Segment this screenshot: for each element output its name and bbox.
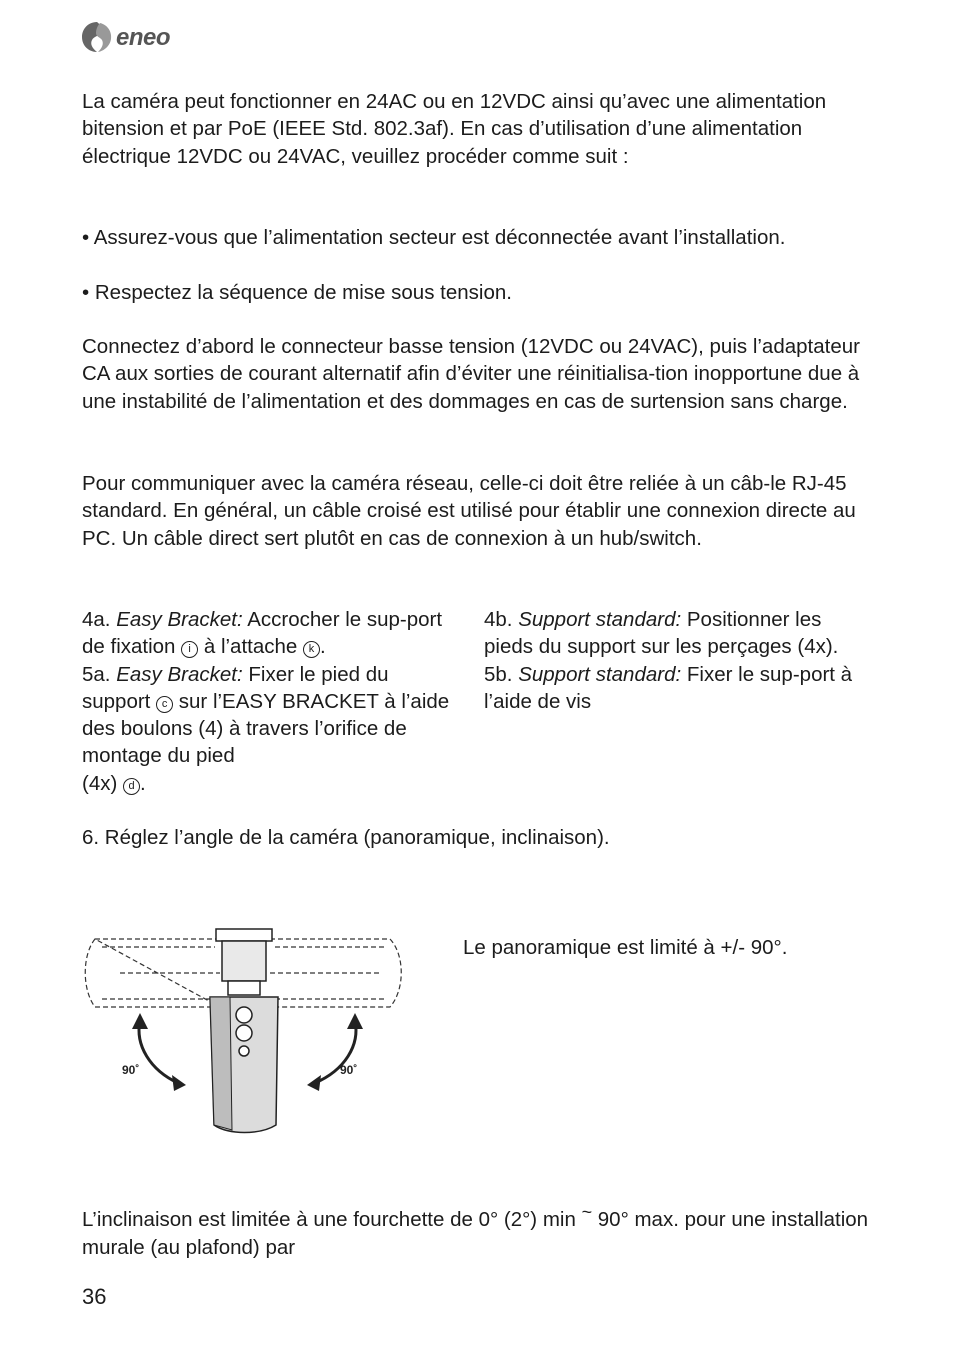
page-number: 36 bbox=[82, 1284, 107, 1309]
callout-k-icon: k bbox=[303, 641, 320, 658]
bullet-1: • Assurez-vous que l’alimentation secteur est déconnectée avant l’installation. bbox=[82, 226, 786, 249]
step-4b: 4b. Support standard: Positionner les pieds du support sur les perçages (4x). bbox=[484, 608, 839, 659]
pan-label-right: 90˚ bbox=[340, 1063, 358, 1077]
paragraph-network: Pour communiquer avec la caméra réseau, celle-ci doit être reliée à un câb-le RJ-45 standard. En général, un câble croisé est utilisé pour établir une connexion directe au PC. Un câble direct sert plutôt en cas de connexion à un hub/switch. bbox=[82, 472, 856, 550]
step-4a: 4a. Easy Bracket: Accrocher le sup-port de fixation i à l’attache k . bbox=[82, 608, 443, 659]
steps-right-column bbox=[484, 606, 874, 715]
bullet-2: • Respectez la séquence de mise sous tension. bbox=[82, 281, 512, 304]
callout-c-icon: c bbox=[156, 696, 173, 713]
camera-pan-diagram bbox=[80, 925, 410, 1140]
logo-text: eneo bbox=[116, 24, 171, 51]
paragraph-power: La caméra peut fonctionner en 24AC ou en 12VDC ainsi qu’avec une alimentation bitension et par PoE (IEEE Std. 802.3af). En cas d’utilisation d’une alimentation électrique 12VDC ou 24VAC, veuillez procéder comme suit : bbox=[82, 90, 827, 168]
step-5b: 5b. Support standard: Fixer le sup-port à l’aide de vis bbox=[484, 662, 853, 713]
callout-d-icon: d bbox=[123, 778, 140, 795]
step-6: 6. Réglez l’angle de la caméra (panoramique, inclinaison). bbox=[82, 826, 610, 849]
pan-limit-note: Le panoramique est limité à +/- 90°. bbox=[463, 936, 788, 959]
eneo-logo bbox=[80, 18, 190, 58]
step-5a: 5a. Easy Bracket: Fixer le pied du support c sur l’EASY BRACKET à l’aide des boulons (4) à travers l’orifice de montage du pied (4x) d . bbox=[82, 662, 450, 795]
eneo-logo-mark-icon bbox=[80, 20, 114, 54]
steps-left-column bbox=[82, 606, 457, 797]
callout-i-icon: i bbox=[181, 641, 198, 658]
tilt-limit-note: L’inclinaison est limitée à une fourchette de 0° (2°) min ~ 90° max. pour une installation murale (au plafond) par bbox=[82, 1202, 869, 1260]
pan-label-left: 90˚ bbox=[122, 1063, 140, 1077]
paragraph-connect: Connectez d’abord le connecteur basse tension (12VDC ou 24VAC), puis l’adaptateur CA aux sorties de courant alternatif afin d’éviter une réinitialisa-tion inopportune due à une instabilité de l’alimentation et des dommages en cas de surtension sans charge. bbox=[82, 335, 860, 413]
